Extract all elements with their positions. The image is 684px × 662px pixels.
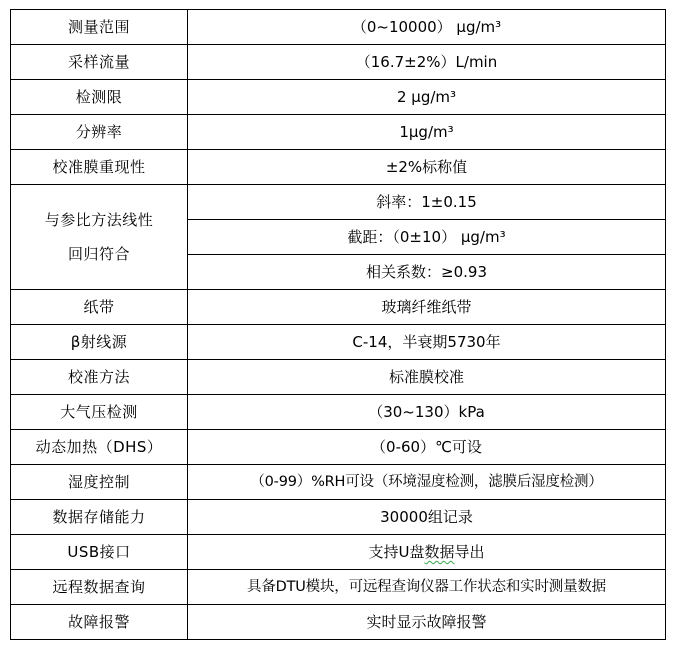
table-row — [11, 10, 666, 45]
value-beta-source: C-14，半衰期5730年 — [188, 325, 666, 360]
value-usb-text-pre: 支持U盘 — [368, 543, 425, 561]
value-pressure-detection: （30~130）kPa — [188, 395, 666, 430]
param-humidity-control: 湿度控制 — [11, 465, 188, 500]
table-row — [11, 115, 666, 150]
param-resolution: 分辨率 — [11, 115, 188, 150]
value-calibration-repeatability: ±2%标称值 — [188, 150, 666, 185]
param-fault-alarm: 故障报警 — [11, 605, 188, 640]
table-row — [11, 395, 666, 430]
value-paper-tape: 玻璃纤维纸带 — [188, 290, 666, 325]
param-sampling-flow: 采样流量 — [11, 45, 188, 80]
param-data-storage: 数据存储能力 — [11, 500, 188, 535]
param-linear-regression-line2: 回归符合 — [67, 245, 130, 263]
table-row — [11, 535, 666, 570]
param-linear-regression — [11, 185, 188, 290]
table-row — [11, 150, 666, 185]
table-row — [11, 570, 666, 605]
table-row — [11, 325, 666, 360]
value-remote-query: 具备DTU模块，可远程查询仪器工作状态和实时测量数据 — [188, 570, 666, 605]
value-measurement-range: （0~10000） μg/m³ — [188, 10, 666, 45]
table-row — [11, 430, 666, 465]
param-paper-tape: 纸带 — [11, 290, 188, 325]
value-usb-interface — [188, 535, 666, 570]
table-row — [11, 290, 666, 325]
value-slope: 斜率：1±0.15 — [188, 185, 666, 220]
value-sampling-flow: （16.7±2%）L/min — [188, 45, 666, 80]
value-fault-alarm: 实时显示故障报警 — [188, 605, 666, 640]
param-calibration-method: 校准方法 — [11, 360, 188, 395]
table-row — [11, 465, 666, 500]
value-data-storage: 30000组记录 — [188, 500, 666, 535]
param-linear-regression-line1: 与参比方法线性 — [44, 211, 154, 229]
value-dynamic-heating: （0-60）℃可设 — [188, 430, 666, 465]
value-detection-limit: 2 μg/m³ — [188, 80, 666, 115]
value-correlation: 相关系数：≥0.93 — [188, 255, 666, 290]
specification-table — [10, 9, 666, 640]
param-remote-query: 远程数据查询 — [11, 570, 188, 605]
value-humidity-control: （0-99）%RH可设（环境湿度检测，滤膜后湿度检测） — [188, 465, 666, 500]
param-dynamic-heating: 动态加热（DHS） — [11, 430, 188, 465]
table-row — [11, 80, 666, 115]
value-calibration-method: 标准膜校准 — [188, 360, 666, 395]
table-row — [11, 45, 666, 80]
value-resolution: 1μg/m³ — [188, 115, 666, 150]
param-usb-interface: USB接口 — [11, 535, 188, 570]
param-beta-source: β射线源 — [11, 325, 188, 360]
param-measurement-range: 测量范围 — [11, 10, 188, 45]
param-detection-limit: 检测限 — [11, 80, 188, 115]
param-pressure-detection: 大气压检测 — [11, 395, 188, 430]
value-intercept: 截距：（0±10） μg/m³ — [188, 220, 666, 255]
value-usb-text-marked: 数据 — [424, 543, 455, 561]
table-row — [11, 360, 666, 395]
table-row — [11, 500, 666, 535]
table-row — [11, 605, 666, 640]
value-usb-text-post: 导出 — [454, 543, 485, 561]
table-row — [11, 185, 666, 220]
param-calibration-repeatability: 校准膜重现性 — [11, 150, 188, 185]
